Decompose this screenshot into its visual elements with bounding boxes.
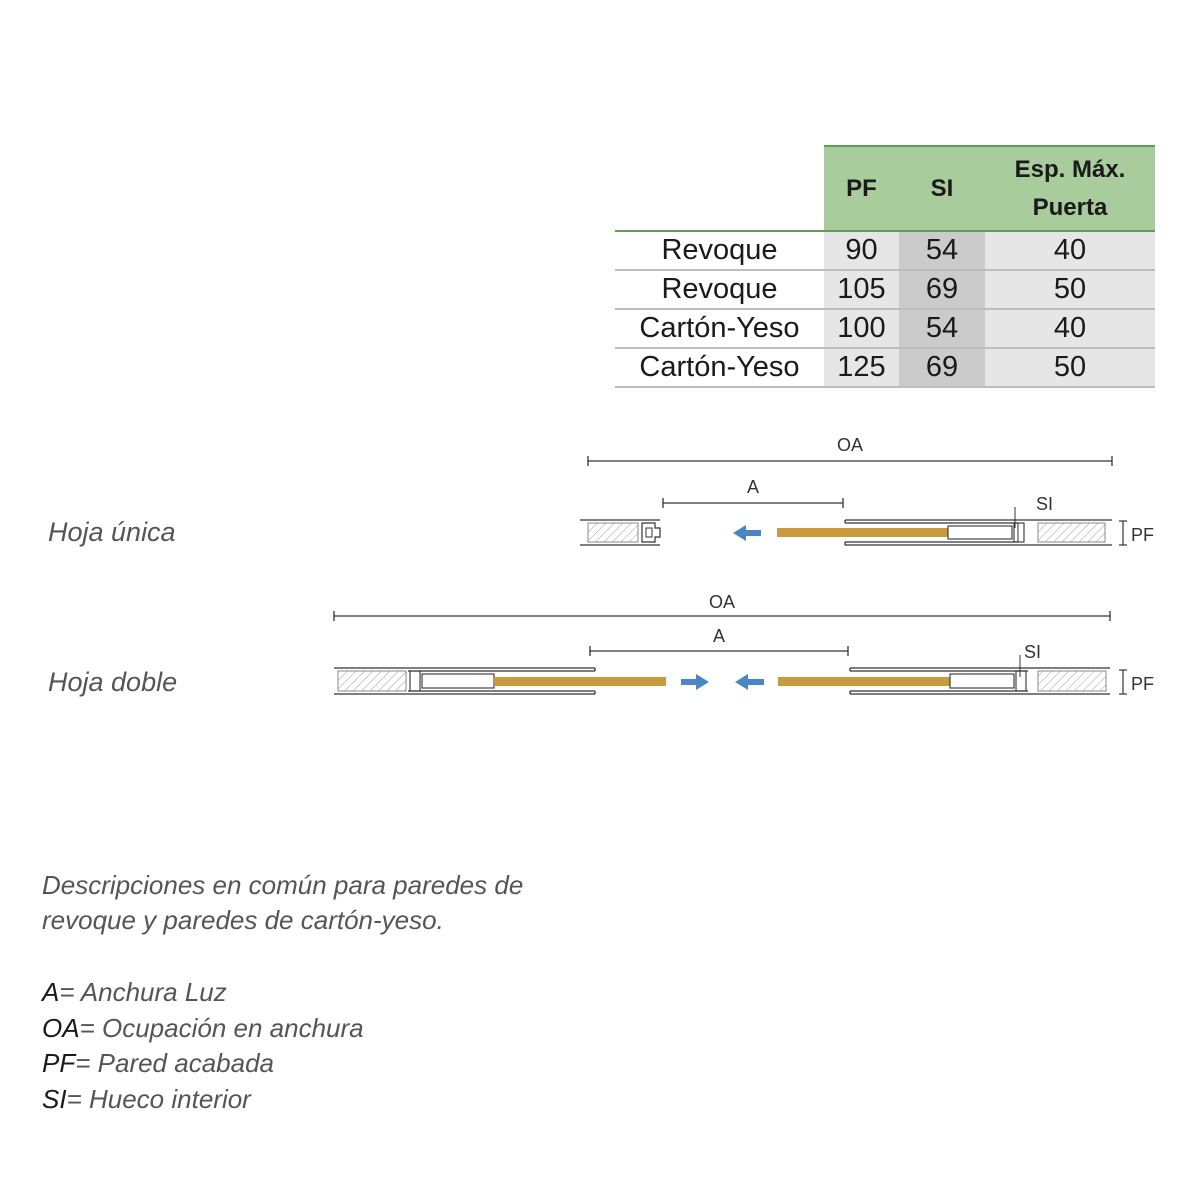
row-label: Cartón-Yeso bbox=[615, 348, 824, 387]
left-wall bbox=[580, 520, 660, 545]
si-label: SI bbox=[1036, 494, 1054, 514]
row-max: 50 bbox=[985, 270, 1155, 309]
header-max-line2: Puerta bbox=[1032, 193, 1108, 221]
door-leaf-left bbox=[494, 677, 666, 686]
row-pf: 90 bbox=[824, 231, 899, 270]
row-si: 54 bbox=[899, 309, 985, 348]
legend-key: OA bbox=[42, 1012, 80, 1043]
description-line1: Descripciones en común para paredes de bbox=[42, 870, 524, 900]
pf-label: PF bbox=[1131, 525, 1155, 545]
legend-item bbox=[42, 1046, 364, 1082]
legend-text: = Anchura Luz bbox=[59, 977, 227, 1007]
si-label: SI bbox=[1024, 642, 1042, 662]
legend-key: PF bbox=[42, 1048, 76, 1078]
label-double-leaf: Hoja doble bbox=[48, 667, 178, 697]
a-label: A bbox=[712, 626, 726, 646]
row-pf: 105 bbox=[824, 270, 899, 309]
a-dimension bbox=[663, 477, 843, 508]
legend bbox=[42, 975, 364, 1117]
arrow-right bbox=[681, 674, 709, 690]
description-line2: revoque y paredes de cartón-yeso. bbox=[42, 905, 444, 935]
row-pf: 100 bbox=[824, 309, 899, 348]
legend-text: = Pared acabada bbox=[75, 1048, 275, 1078]
pf-label: PF bbox=[1131, 674, 1155, 694]
legend-key: A bbox=[42, 977, 60, 1007]
legend-item bbox=[42, 975, 364, 1011]
door-leaf-right bbox=[778, 677, 950, 686]
header-si: SI bbox=[899, 146, 985, 231]
description bbox=[42, 868, 642, 938]
row-si: 69 bbox=[899, 270, 985, 309]
row-si: 69 bbox=[899, 348, 985, 387]
legend-item bbox=[42, 1082, 364, 1118]
header-pf: PF bbox=[824, 146, 899, 231]
pf-marker bbox=[1119, 521, 1154, 545]
legend-text: = Hueco interior bbox=[66, 1083, 251, 1114]
pocket-frame bbox=[845, 494, 1112, 545]
label-single-leaf: Hoja única bbox=[48, 517, 176, 547]
oa-label: OA bbox=[836, 435, 864, 455]
row-max: 50 bbox=[985, 348, 1155, 387]
legend-text: = Ocupación en anchura bbox=[79, 1012, 364, 1043]
double-leaf-diagram bbox=[334, 592, 1154, 694]
oa-label: OA bbox=[708, 592, 736, 612]
pf-marker bbox=[1119, 670, 1154, 694]
row-label: Revoque bbox=[615, 231, 824, 270]
legend-item bbox=[42, 1011, 364, 1047]
row-label: Revoque bbox=[615, 270, 824, 309]
a-dimension bbox=[590, 626, 848, 656]
single-leaf-diagram bbox=[580, 435, 1154, 545]
a-label: A bbox=[746, 477, 760, 497]
door-leaf bbox=[777, 528, 948, 537]
arrow-left bbox=[733, 525, 761, 541]
legend-key: SI bbox=[42, 1083, 67, 1114]
header-max-line1: Esp. Máx. bbox=[1014, 155, 1126, 183]
oa-dimension bbox=[588, 435, 1112, 466]
row-pf: 125 bbox=[824, 348, 899, 387]
oa-dimension bbox=[334, 592, 1110, 621]
row-label: Cartón-Yeso bbox=[615, 309, 824, 348]
row-max: 40 bbox=[985, 231, 1155, 270]
row-si: 54 bbox=[899, 231, 985, 270]
right-pocket-frame bbox=[850, 642, 1110, 694]
arrow-left bbox=[735, 674, 764, 690]
row-max: 40 bbox=[985, 309, 1155, 348]
